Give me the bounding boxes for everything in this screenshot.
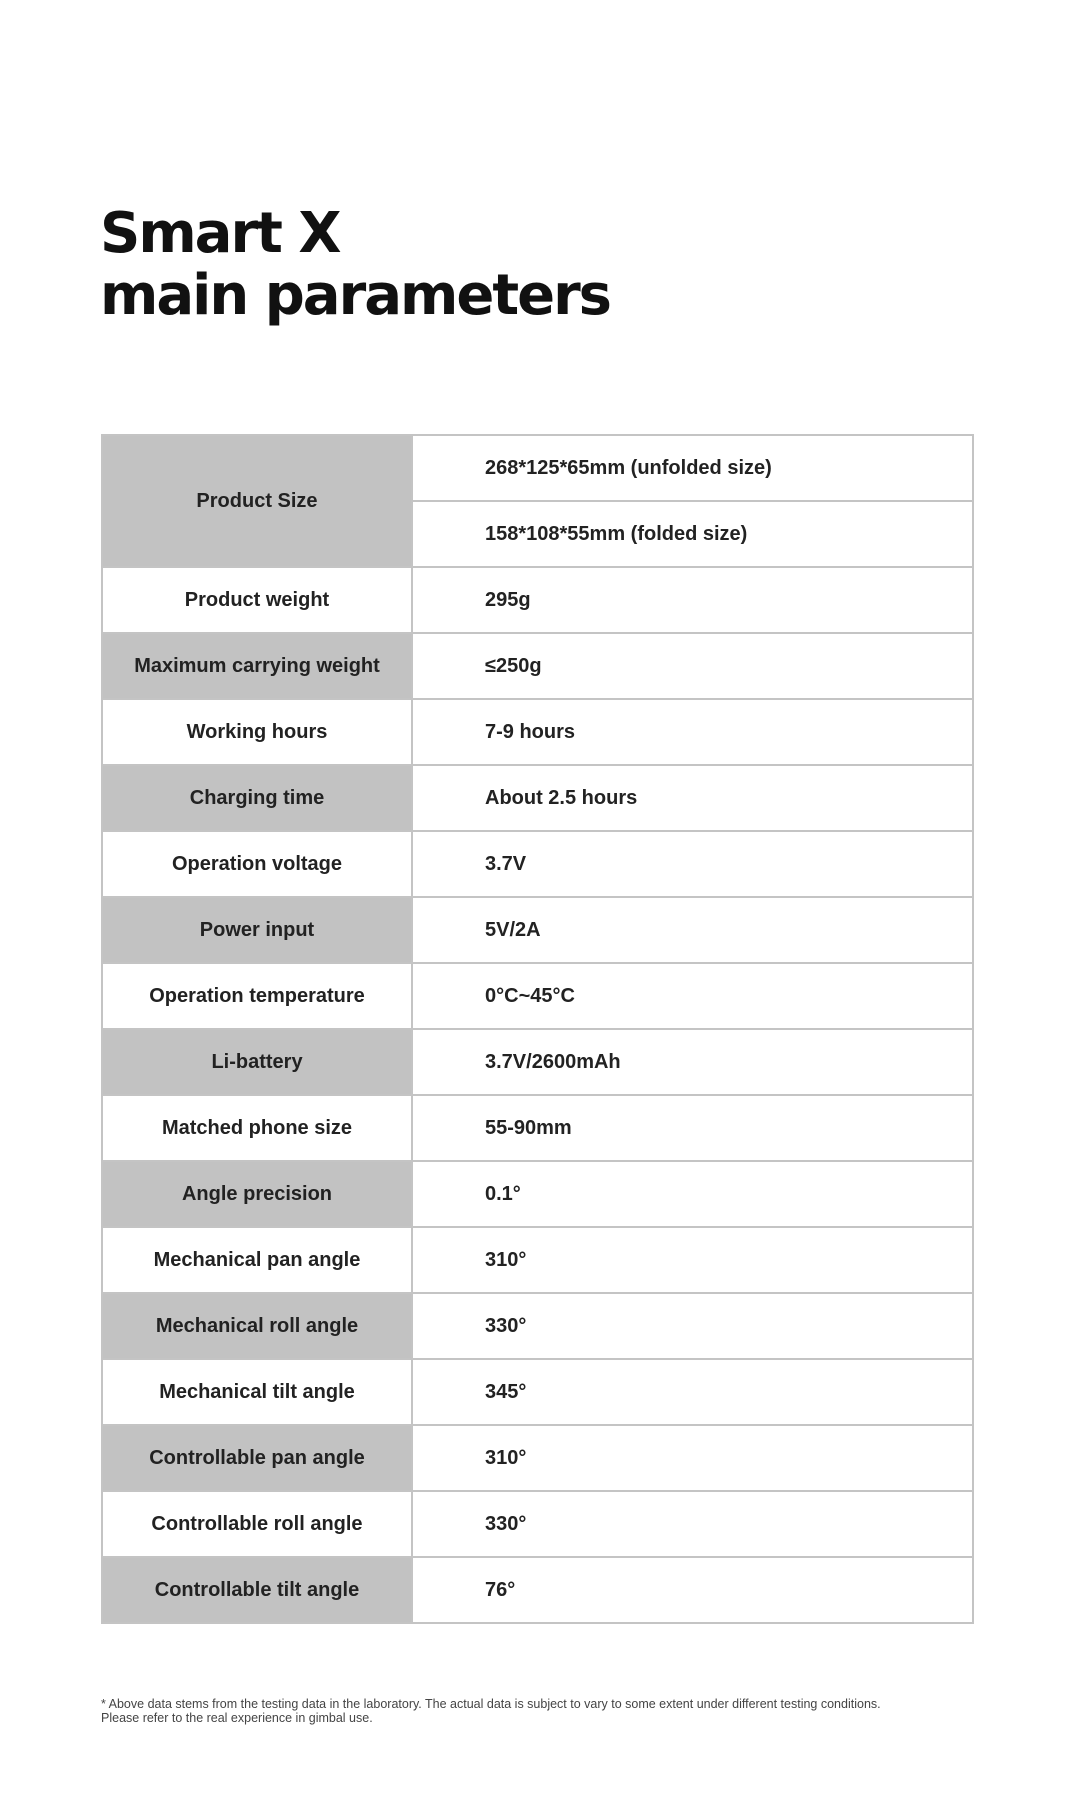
table-row [102,567,973,633]
footnote [101,1697,1001,1725]
table-row [102,633,973,699]
param-value: 310° [412,1227,973,1293]
table-row [102,1557,973,1623]
param-label: Controllable tilt angle [102,1557,412,1623]
page-title [100,203,610,327]
param-label: Product Size [102,435,412,567]
param-value: 55-90mm [412,1095,973,1161]
table-row [102,1293,973,1359]
footnote-line-1: * Above data stems from the testing data in the laboratory. The actual data is subject to vary to some extent under different testing conditions. [101,1697,881,1711]
table-row [102,1359,973,1425]
table-row-product-size [102,435,973,501]
parameters-table [101,434,974,1624]
param-label: Operation voltage [102,831,412,897]
footnote-line-2: Please refer to the real experience in gimbal use. [101,1711,373,1725]
table-row [102,1227,973,1293]
param-value: 295g [412,567,973,633]
param-label: Angle precision [102,1161,412,1227]
table-row [102,897,973,963]
param-label: Working hours [102,699,412,765]
table-row [102,699,973,765]
param-value: 76° [412,1557,973,1623]
param-value: About 2.5 hours [412,765,973,831]
table-row [102,963,973,1029]
page-title-line-2: main parameters [100,263,611,328]
param-value: 5V/2A [412,897,973,963]
param-value: 7-9 hours [412,699,973,765]
param-value: 345° [412,1359,973,1425]
param-value: 0.1° [412,1161,973,1227]
param-value: 158*108*55mm (folded size) [412,501,973,567]
param-value: 3.7V/2600mAh [412,1029,973,1095]
param-label: Operation temperature [102,963,412,1029]
table-row [102,1425,973,1491]
page-title-line-1: Smart X [100,201,340,266]
param-value: 330° [412,1491,973,1557]
param-label: Controllable roll angle [102,1491,412,1557]
table-row [102,1029,973,1095]
param-label: Controllable pan angle [102,1425,412,1491]
table-row [102,1491,973,1557]
table-row [102,831,973,897]
param-value: 0°C~45°C [412,963,973,1029]
param-label: Matched phone size [102,1095,412,1161]
param-value: 268*125*65mm (unfolded size) [412,435,973,501]
param-value: 3.7V [412,831,973,897]
param-label: Product weight [102,567,412,633]
param-value: 330° [412,1293,973,1359]
param-label: Mechanical roll angle [102,1293,412,1359]
param-value: ≤250g [412,633,973,699]
param-label: Mechanical tilt angle [102,1359,412,1425]
param-label: Maximum carrying weight [102,633,412,699]
param-value: 310° [412,1425,973,1491]
table-row [102,1095,973,1161]
param-label: Power input [102,897,412,963]
param-label: Charging time [102,765,412,831]
param-label: Li-battery [102,1029,412,1095]
param-label: Mechanical pan angle [102,1227,412,1293]
table-row [102,765,973,831]
table-row [102,1161,973,1227]
